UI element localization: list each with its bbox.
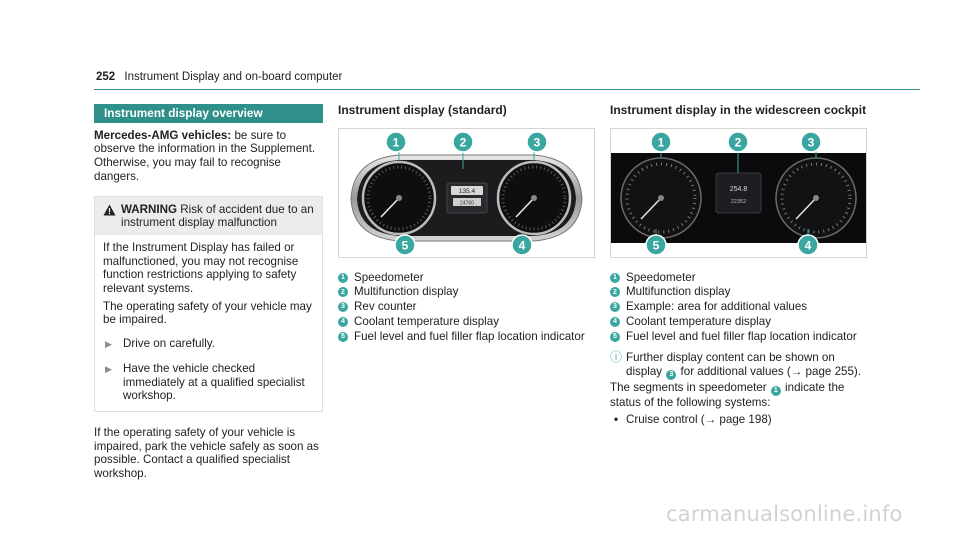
step-arrow-icon: ▶ (105, 339, 112, 350)
warning-step (103, 362, 314, 403)
warning-headline-text: Risk of accident due to an instrument display malfunction (121, 202, 314, 230)
widescreen-display-column (610, 104, 870, 427)
callout-1 (651, 132, 671, 152)
legend-item (610, 315, 870, 329)
warning-step-text: Drive on carefully. (123, 337, 215, 351)
callout-3 (527, 132, 547, 152)
info-note-text (626, 351, 870, 380)
standard-legend (338, 271, 596, 344)
warning-step-text: Have the vehicle checked immediately at a qualified specialist workshop. (123, 361, 305, 403)
widescreen-center-value: 254.8 (729, 185, 748, 193)
note-text-b: for additional values (→ page 255). (677, 364, 861, 378)
warning-body-text-2: The operating safety of your vehicle may be impaired. (103, 299, 312, 327)
callout-4 (798, 235, 818, 255)
legend-text: Rev counter (354, 300, 417, 314)
legend-item (610, 285, 870, 299)
callout-3 (801, 132, 821, 152)
legend-item (338, 300, 596, 314)
intro-paragraph (94, 129, 323, 184)
legend-text: Speedometer (354, 270, 424, 284)
legend-number: 2 (338, 287, 348, 297)
legend-text: Multifunction display (354, 285, 459, 299)
legend-text: Speedometer (626, 270, 696, 284)
callout-2 (728, 132, 748, 152)
standard-display-column (338, 104, 596, 344)
bullet-dot: • (614, 413, 619, 427)
closing-paragraph: If the operating safety of your vehicle is impaired, park the vehicle safely as soon as possible. Contact a qualified specialist workshop. (94, 425, 319, 481)
info-note (610, 351, 870, 380)
legend-number: 3 (338, 302, 348, 312)
watermark: carmanualsonline.info (666, 502, 903, 526)
legend-number: 5 (610, 332, 620, 342)
legend-item (338, 271, 596, 285)
standard-center-sub: 24760 (460, 200, 474, 207)
bullet-text: Cruise control (→ page 198) (626, 413, 772, 427)
legend-item (610, 330, 870, 344)
segments-ref-number: 1 (771, 386, 781, 396)
svg-text:5: 5 (401, 238, 409, 253)
legend-number: 2 (610, 287, 620, 297)
widescreen-cluster-image (610, 128, 867, 258)
legend-number: 3 (610, 302, 620, 312)
legend-text: Coolant temperature display (354, 314, 500, 328)
standard-display-title: Instrument display (standard) (338, 103, 507, 117)
svg-text:5: 5 (652, 238, 660, 253)
info-icon: ⓘ (610, 350, 623, 365)
legend-number: 4 (610, 317, 620, 327)
warning-header (95, 197, 322, 235)
legend-item (338, 285, 596, 299)
callout-5 (646, 235, 666, 255)
svg-text:4: 4 (804, 238, 812, 253)
page-number: 252 (96, 71, 116, 83)
section-title: Instrument display overview (94, 104, 323, 123)
legend-number: 5 (338, 332, 348, 342)
segments-paragraph (610, 381, 870, 410)
legend-item (338, 315, 596, 329)
legend-text: Coolant temperature display (626, 314, 772, 328)
callout-5 (395, 235, 415, 255)
segments-text-a: The segments in speedometer (610, 380, 770, 394)
callout-4 (512, 235, 532, 255)
bullet-item (610, 413, 870, 427)
warning-headline (121, 203, 314, 230)
svg-text:3: 3 (533, 135, 541, 150)
svg-text:1: 1 (392, 135, 400, 150)
page-header (96, 71, 342, 83)
legend-item (338, 330, 596, 344)
intro-bold: Mercedes-AMG vehicles: (94, 128, 232, 142)
svg-text:1: 1 (657, 135, 665, 150)
legend-item (610, 271, 870, 285)
legend-item (610, 300, 870, 314)
intro-text: be sure to observe the information in the Supplement. Otherwise, you may fail to recognise dangers. (94, 128, 316, 183)
warning-triangle-icon (103, 203, 121, 230)
overview-column (94, 104, 323, 481)
svg-text:2: 2 (459, 135, 467, 150)
header-rule (94, 89, 920, 90)
svg-text:2: 2 (734, 135, 742, 150)
running-title: Instrument Display and on-board computer (124, 71, 343, 83)
standard-cluster-image (338, 128, 595, 258)
widescreen-center-sub: 22352 (730, 198, 747, 205)
note-text-a: Further display content can be shown on display (626, 351, 835, 378)
segments-text-b: indicate the status of the following systems: (610, 380, 845, 409)
legend-text: Multifunction display (626, 285, 731, 299)
widescreen-legend (610, 271, 870, 344)
warning-body-text-1: If the Instrument Display has failed or malfunctioned, you may not recognise function restrictions applying to safety relevant systems. (103, 240, 299, 296)
widescreen-display-title: Instrument display in the widescreen cockpit (610, 103, 867, 117)
legend-number: 4 (338, 317, 348, 327)
legend-text: Fuel level and fuel filler flap location indicator (626, 329, 857, 343)
warning-box (94, 196, 323, 412)
callout-1 (386, 132, 406, 152)
callout-2 (453, 132, 473, 152)
standard-center-value: 135.4 (458, 187, 476, 195)
step-arrow-icon: ▶ (105, 363, 112, 374)
note-ref-number: 3 (666, 370, 676, 380)
warning-step (103, 337, 314, 352)
legend-number: 1 (610, 273, 620, 283)
svg-text:4: 4 (518, 238, 526, 253)
svg-text:3: 3 (807, 135, 815, 150)
warning-body (95, 235, 322, 411)
warning-label: WARNING (121, 202, 178, 216)
legend-number: 1 (338, 273, 348, 283)
legend-text: Fuel level and fuel filler flap location indicator (354, 329, 585, 343)
legend-text: Example: area for additional values (626, 300, 808, 314)
